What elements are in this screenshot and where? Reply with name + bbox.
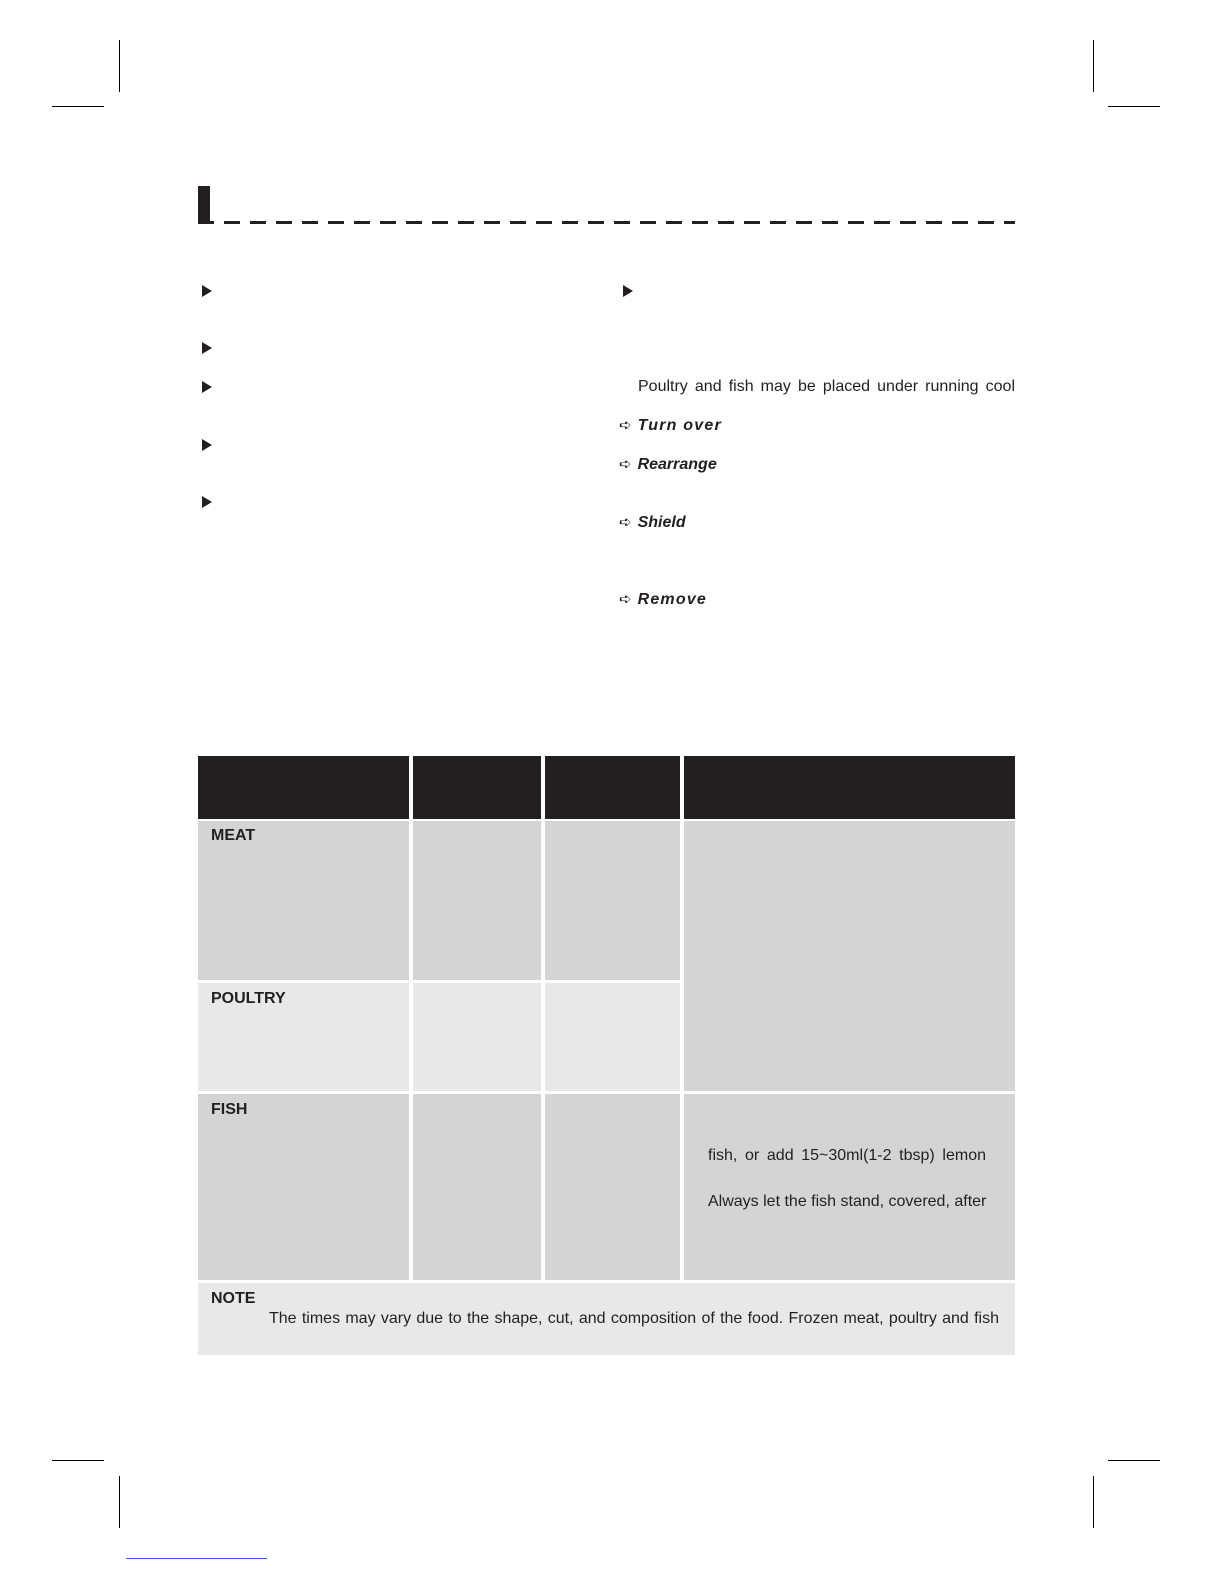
bullet-triangle-icon xyxy=(202,496,212,508)
hollow-arrow-icon: ➪ xyxy=(619,417,632,434)
table-cell xyxy=(545,983,680,1091)
table-cell xyxy=(545,1094,680,1280)
tip-shield xyxy=(619,513,686,532)
tip-turn-over xyxy=(619,416,722,435)
hollow-arrow-icon: ➪ xyxy=(619,456,632,473)
table-cell xyxy=(545,821,680,980)
section-heading-bar xyxy=(198,186,210,223)
bullet-triangle-icon xyxy=(202,439,212,451)
tip-rearrange xyxy=(619,455,717,474)
crop-mark-bottom-right-horizontal xyxy=(1108,1460,1160,1461)
tip-label: Turn over xyxy=(637,417,722,434)
table-cell xyxy=(413,1094,541,1280)
crop-mark-bottom-right-vertical xyxy=(1093,1476,1094,1528)
table-header-cell xyxy=(198,756,409,819)
bullet-triangle-icon xyxy=(202,381,212,393)
bullet-triangle-icon xyxy=(623,285,633,297)
table-cell-merged-notes xyxy=(684,821,1015,1091)
tip-label: Remove xyxy=(637,591,708,608)
hollow-arrow-icon: ➪ xyxy=(619,514,632,531)
row-label-poultry: POULTRY xyxy=(211,990,286,1007)
crop-mark-top-right-vertical xyxy=(1093,40,1094,92)
tip-label: Rearrange xyxy=(637,456,717,473)
table-cell xyxy=(413,983,541,1091)
paragraph-line: Poultry and fish may be placed under running cool xyxy=(638,378,1015,395)
table-header-cell xyxy=(684,756,1015,819)
fish-note-line: Always let the fish stand, covered, after xyxy=(708,1193,987,1210)
bottom-link-underline xyxy=(126,1558,267,1559)
table-cell-fish-notes xyxy=(684,1094,1015,1280)
note-label: NOTE xyxy=(211,1290,256,1307)
tip-label: Shield xyxy=(637,514,686,531)
note-text: The times may vary due to the shape, cut, and composition of the food. Frozen meat, poultry and fish xyxy=(269,1310,999,1327)
bullet-triangle-icon xyxy=(202,285,212,297)
section-heading-dashed-rule xyxy=(198,221,1015,224)
crop-mark-top-left-vertical xyxy=(119,40,120,92)
tip-remove xyxy=(619,590,707,609)
hollow-arrow-icon: ➪ xyxy=(619,591,632,608)
table-header-cell xyxy=(545,756,680,819)
fish-note-line: fish, or add 15~30ml(1-2 tbsp) lemon xyxy=(708,1147,986,1164)
crop-mark-top-left-horizontal xyxy=(52,106,104,107)
bullet-triangle-icon xyxy=(202,342,212,354)
table-cell xyxy=(413,821,541,980)
row-label-fish: FISH xyxy=(211,1101,248,1118)
row-label-meat: MEAT xyxy=(211,827,256,844)
table-row-fish xyxy=(198,1094,409,1280)
crop-mark-bottom-left-vertical xyxy=(119,1476,120,1528)
crop-mark-top-right-horizontal xyxy=(1108,106,1160,107)
crop-mark-bottom-left-horizontal xyxy=(52,1460,104,1461)
table-header-cell xyxy=(413,756,541,819)
